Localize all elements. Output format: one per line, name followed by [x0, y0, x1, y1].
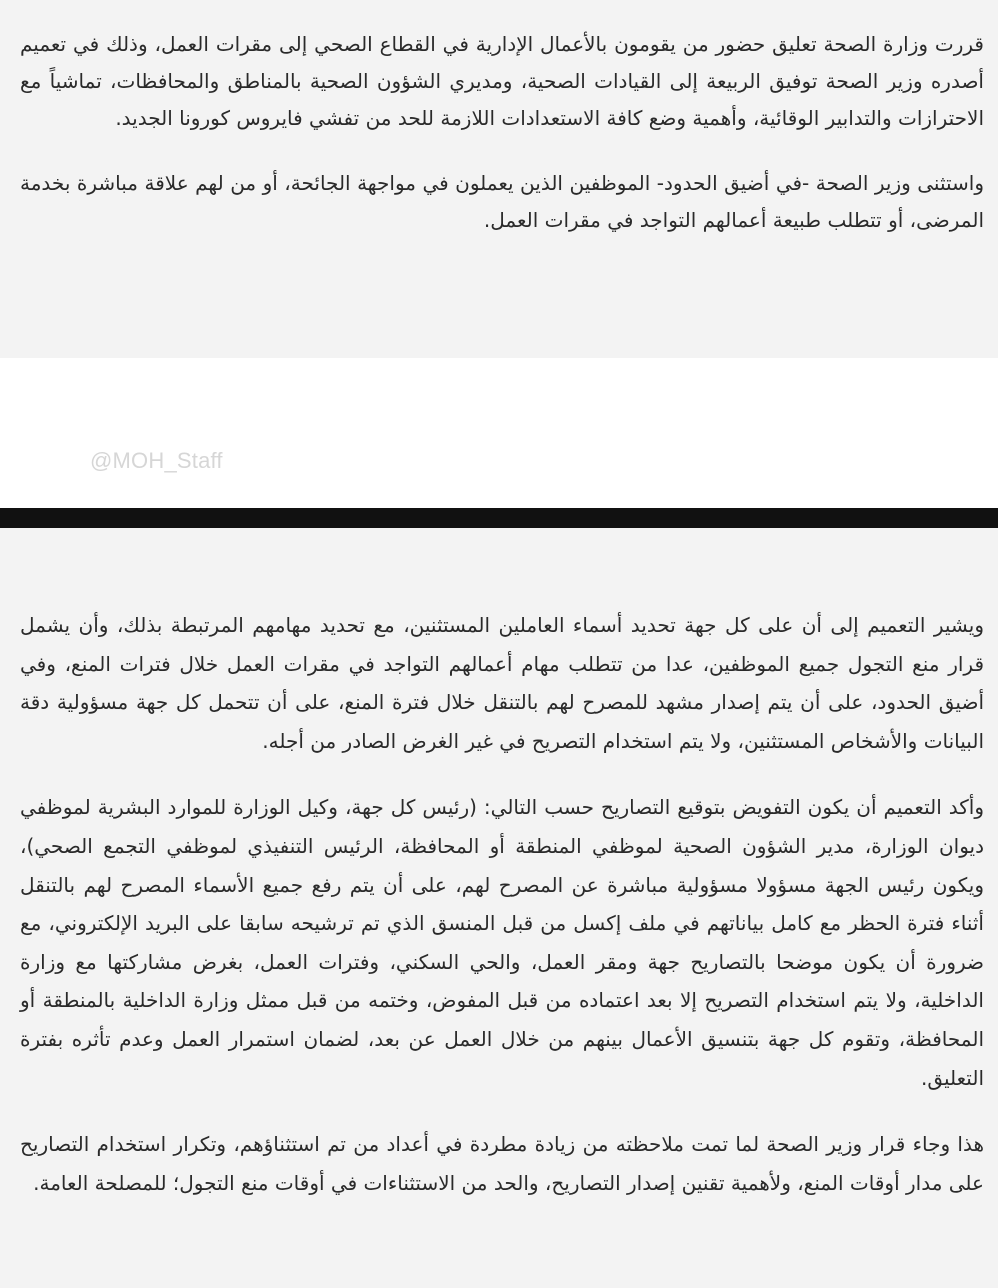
article-paragraph: وأكد التعميم أن يكون التفويض بتوقيع التصاريح حسب التالي: (رئيس كل جهة، وكيل الوزارة للموارد البشرية لموظفي ديوان الوزارة، مدير الشؤون الصحية لموظفي المنطقة أو المحافظة، الرئيس التنفيذي لموظفي التجمع الصحي)، ويكون رئيس الجهة مسؤولا مسؤولية مباشرة عن المصرح لهم، على أن يتم رفع جميع الأسماء المصرح لهم بالتنقل أثناء فترة الحظر مع كامل بياناتهم في ملف إكسل من قبل المنسق الذي تم ترشيحه سابقا على البريد الإلكتروني، مع ضرورة أن يكون موضحا بالتصاريح جهة ومقر العمل، والحي السكني، وفترات العمل، بغرض مشاركتها مع وزارة الداخلية، ولا يتم استخدام التصريح إلا بعد اعتماده من قبل المفوض، وختمه من قبل ممثل وزارة الداخلية بالمنطقة أو المحافظة، وتقوم كل جهة بتنسيق الأعمال بينهم من خلال العمل عن بعد، لضمان استمرار العمل وعدم تأثره بفترة التعليق. [20, 795, 984, 1090]
blank-gap [0, 358, 998, 508]
article-paragraph: ويشير التعميم إلى أن على كل جهة تحديد أسماء العاملين المستثنين، مع تحديد مهامهم المرتبطة بذلك، وأن يشمل قرار منع التجول جميع الموظفين، عدا من تتطلب مهام أعمالهم التواجد في مقرات العمل خلال فترات المنع، وفي أضيق الحدود، على أن يتم إصدار مشهد للمصرح لهم بالتنقل خلال فترة المنع، على أن تتحمل كل جهة مسؤولية دقة البيانات والأشخاص المستثنين، ولا يتم استخدام التصريح في غير الغرض الصادر من أجله. [20, 613, 984, 753]
watermark: @MOH_Staff [90, 448, 223, 473]
article-paragraph: قررت وزارة الصحة تعليق حضور من يقومون بالأعمال الإدارية في القطاع الصحي إلى مقرات العمل، وذلك في تعميم أصدره وزير الصحة توفيق الربيعة إلى القيادات الصحية، ومديري الشؤون الصحية بالمناطق والمحافظات، تماشياً مع الاحترازات والتدابير الوقائية، وأهمية وضع كافة الاستعدادات اللازمة للحد من تفشي فايروس كورونا الجديد. [20, 32, 984, 130]
article-paragraph: واستثنى وزير الصحة -في أضيق الحدود- الموظفين الذين يعملون في مواجهة الجائحة، أو من لهم علاقة مباشرة بخدمة المرضى، أو تتطلب طبيعة أعمالهم التواجد في مقرات العمل. [20, 171, 984, 232]
bottom-article-section [0, 528, 998, 1288]
section-divider [0, 508, 998, 528]
top-article-section [0, 0, 998, 358]
article-paragraph: هذا وجاء قرار وزير الصحة لما تمت ملاحظته من زيادة مطردة في أعداد من تم استثناؤهم، وتكرار استخدام التصاريح على مدار أوقات المنع، ولأهمية تقنين إصدار التصاريح، والحد من الاستثناءات في أوقات منع التجول؛ للمصلحة العامة. [20, 1132, 984, 1195]
